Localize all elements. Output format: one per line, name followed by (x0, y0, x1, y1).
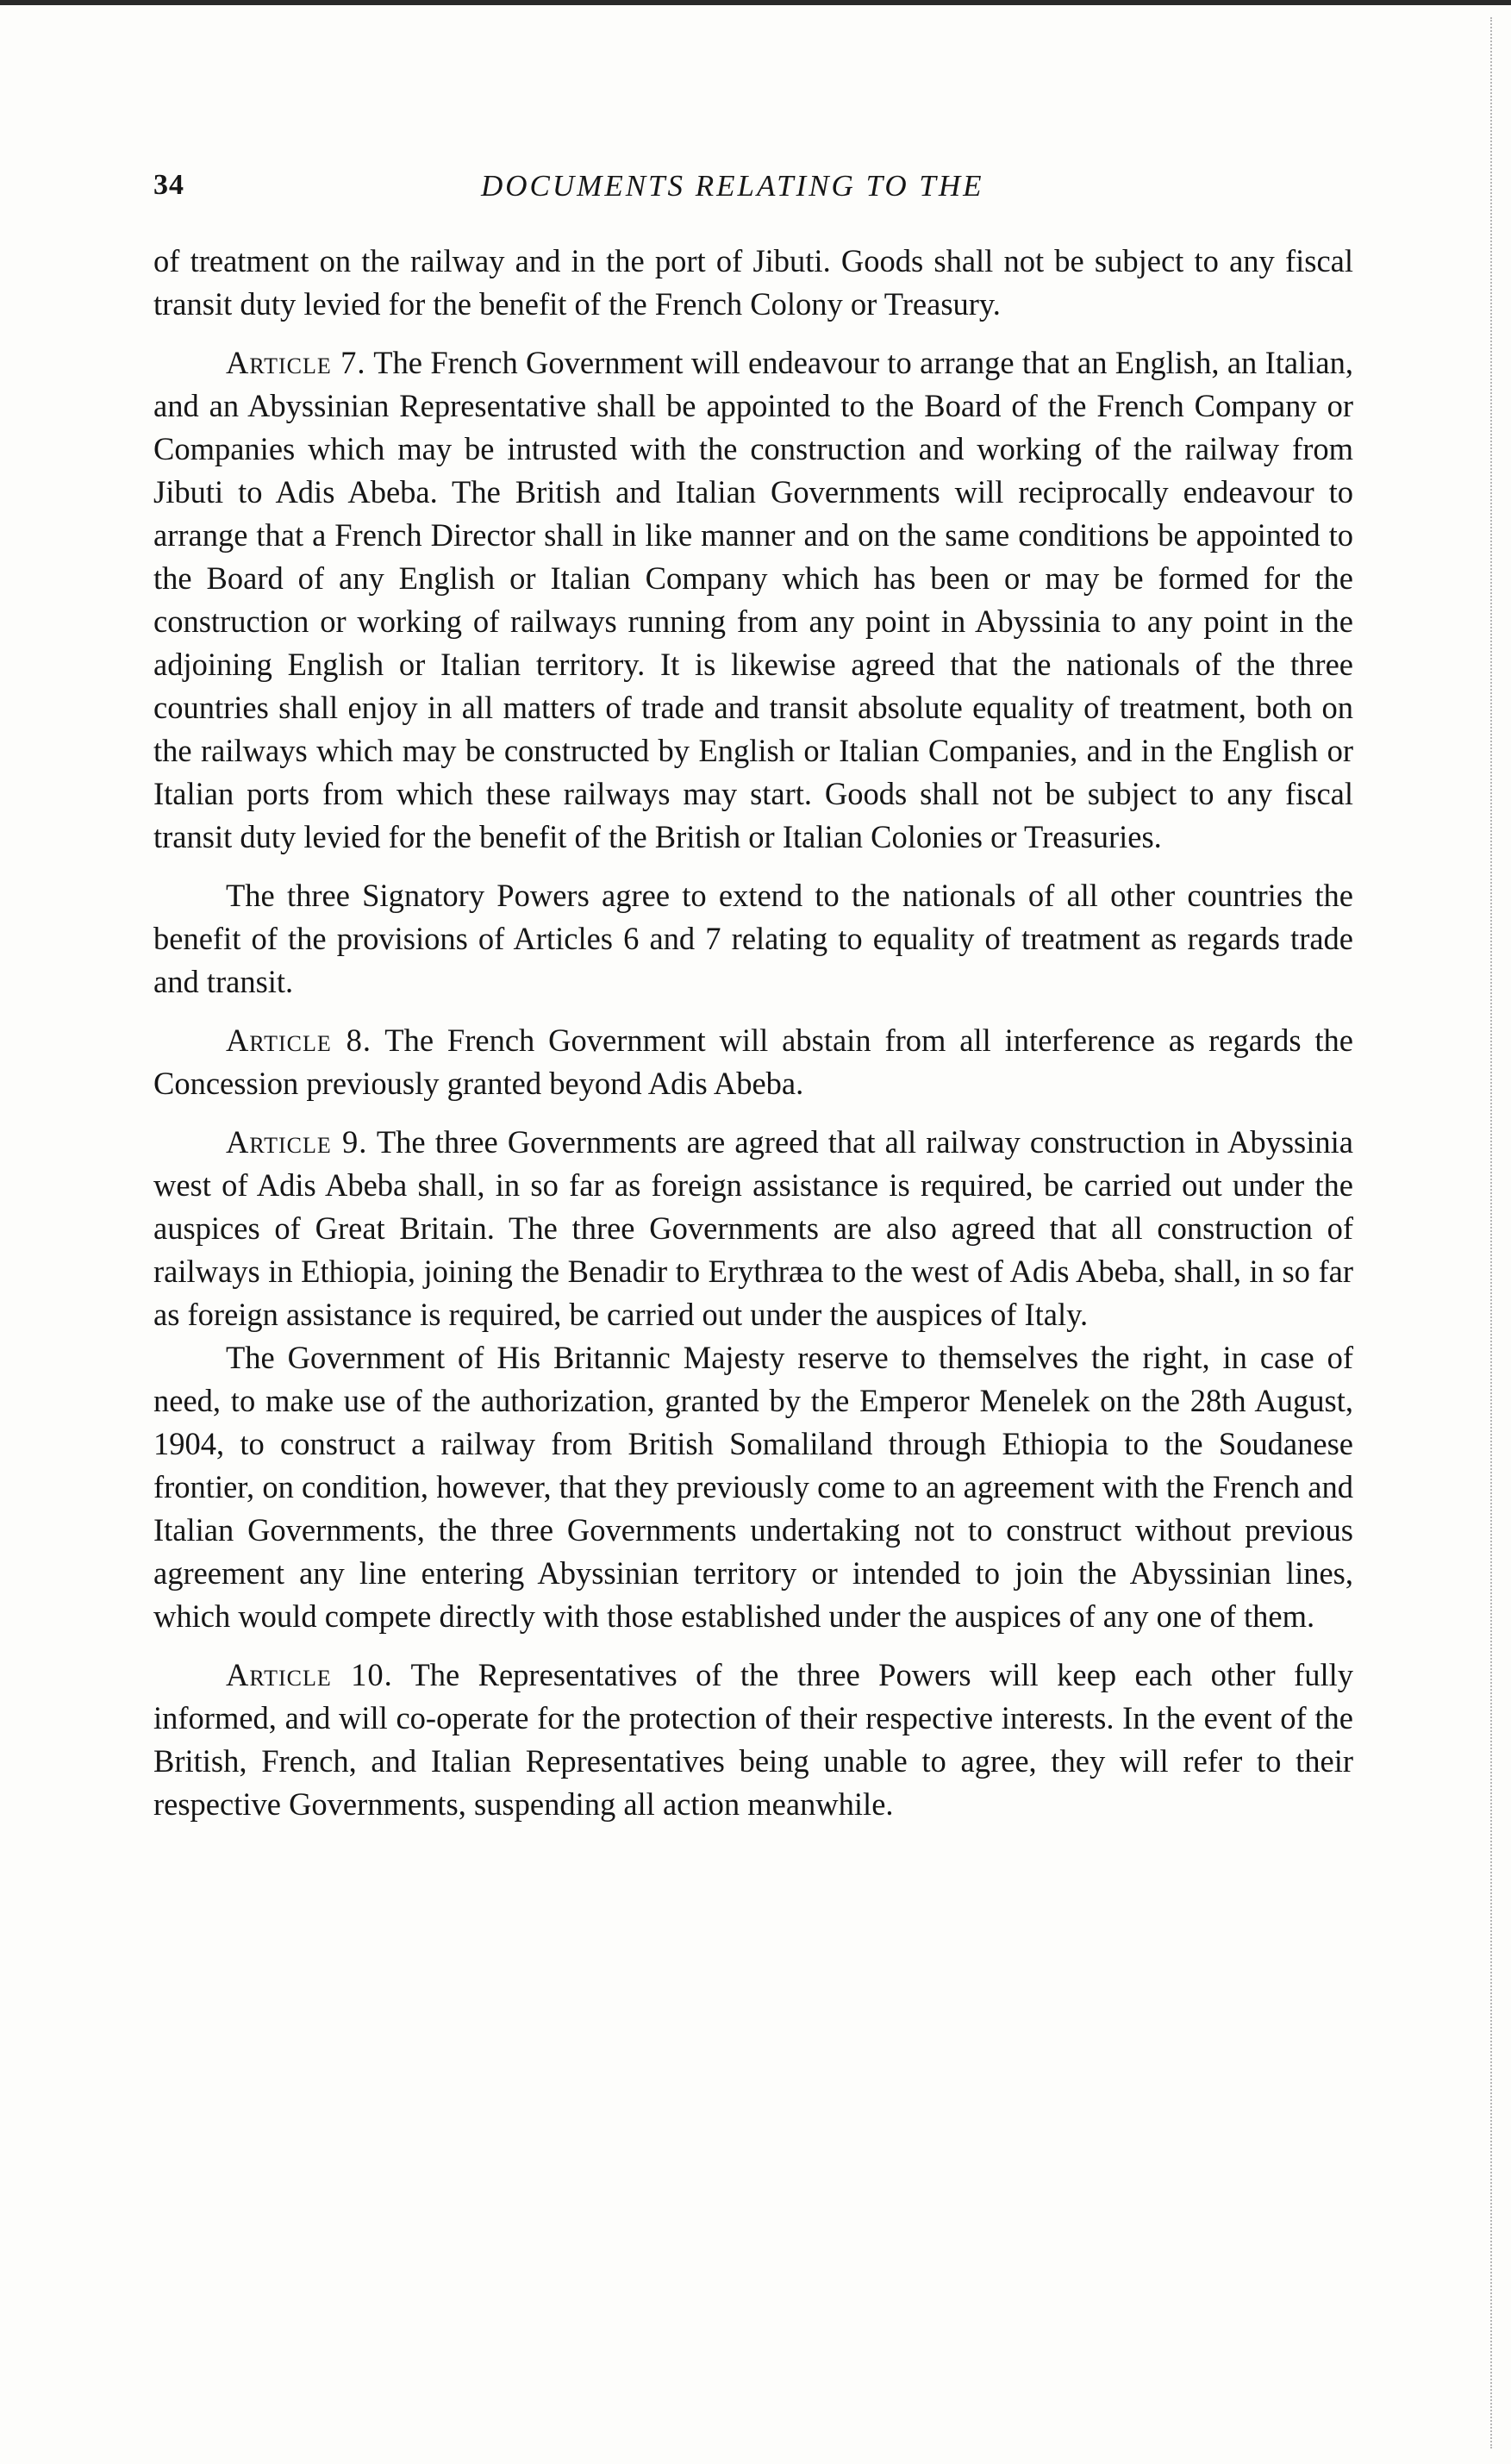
article-10-label: Article 10. (226, 1657, 393, 1692)
paragraph-continuation: of treatment on the railway and in the port of Jibuti. Goods shall not be subject to any fiscal transit duty levied for the benefit of the French Colony or Treasury. (153, 243, 1353, 322)
article-7-text: The French Government will endeavour to arrange that an English, an Italian, and an Abyssinian Representative shall be appointed to the Board of the French Company or Companies which may be intrusted with the construction and working of the railway from Jibuti to Adis Abeba. The British and Italian Governments will reciprocally endeavour to arrange that a French Director shall in like manner and on the same conditions be appointed to the Board of any English or Italian Company which has been or may be formed for the construction or working of railways running from any point in Abyssinia to any point in the adjoining English or Italian territory. It is likewise agreed that the nationals of the three countries shall enjoy in all matters of trade and transit absolute equality of treatment, both on the railways which may be constructed by English or Italian Companies, and in the English or Italian ports from which these railways may start. Goods shall not be subject to any fiscal transit duty levied for the benefit of the British or Italian Colonies or Treasuries. (153, 345, 1353, 854)
article-8-label: Article 8. (226, 1022, 372, 1058)
running-title: DOCUMENTS RELATING TO THE (481, 169, 984, 203)
article-10-paragraph (153, 1654, 1353, 1826)
page-number: 34 (153, 169, 184, 201)
scan-right-edge (1488, 17, 1492, 2448)
article-9-label: Article 9. (226, 1124, 368, 1160)
article-7-paragraph (153, 341, 1353, 859)
signatory-powers-paragraph: The three Signatory Powers agree to extend to the nationals of all other countries the benefit of the provisions of Articles 6 and 7 relating to equality of treatment as regards trade and transit. (153, 878, 1353, 999)
article-10-text: The Representatives of the three Powers will keep each other fully informed, and will co-operate for the protection of their respective interests. In the event of the British, French, and Italian Representatives being unable to agree, they will refer to their respective Governments, suspending all action meanwhile. (153, 1657, 1353, 1822)
running-header (153, 169, 1360, 221)
britannic-majesty-paragraph: The Government of His Britannic Majesty reserve to themselves the right, in case of need, to make use of the authorization, granted by the Emperor Menelek on the 28th August, 1904, to construct a railway from British Somaliland through Ethiopia to the Soudanese frontier, on condition, however, that they previously come to an agreement with the French and Italian Governments, the three Governments undertaking not to construct without previous agreement any line entering Abyssinian territory or intended to join the Abyssinian lines, which would compete directly with those established under the auspices of any one of them. (153, 1340, 1353, 1634)
body-text (153, 240, 1353, 1826)
article-7-label: Article 7. (226, 345, 366, 380)
article-8-text: The French Government will abstain from all interference as regards the Concession previously granted beyond Adis Abeba. (153, 1022, 1353, 1101)
article-9-paragraph (153, 1121, 1353, 1336)
scan-top-edge (0, 0, 1511, 5)
article-9-text: The three Governments are agreed that all railway construction in Abyssinia west of Adis Abeba shall, in so far as foreign assistance is required, be carried out under the auspices of Great Britain. The three Governments are also agreed that all construction of railways in Ethiopia, joining the Benadir to Erythræa to the west of Adis Abeba, shall, in so far as foreign assistance is required, be carried out under the auspices of Italy. (153, 1124, 1353, 1332)
article-8-paragraph (153, 1019, 1353, 1105)
